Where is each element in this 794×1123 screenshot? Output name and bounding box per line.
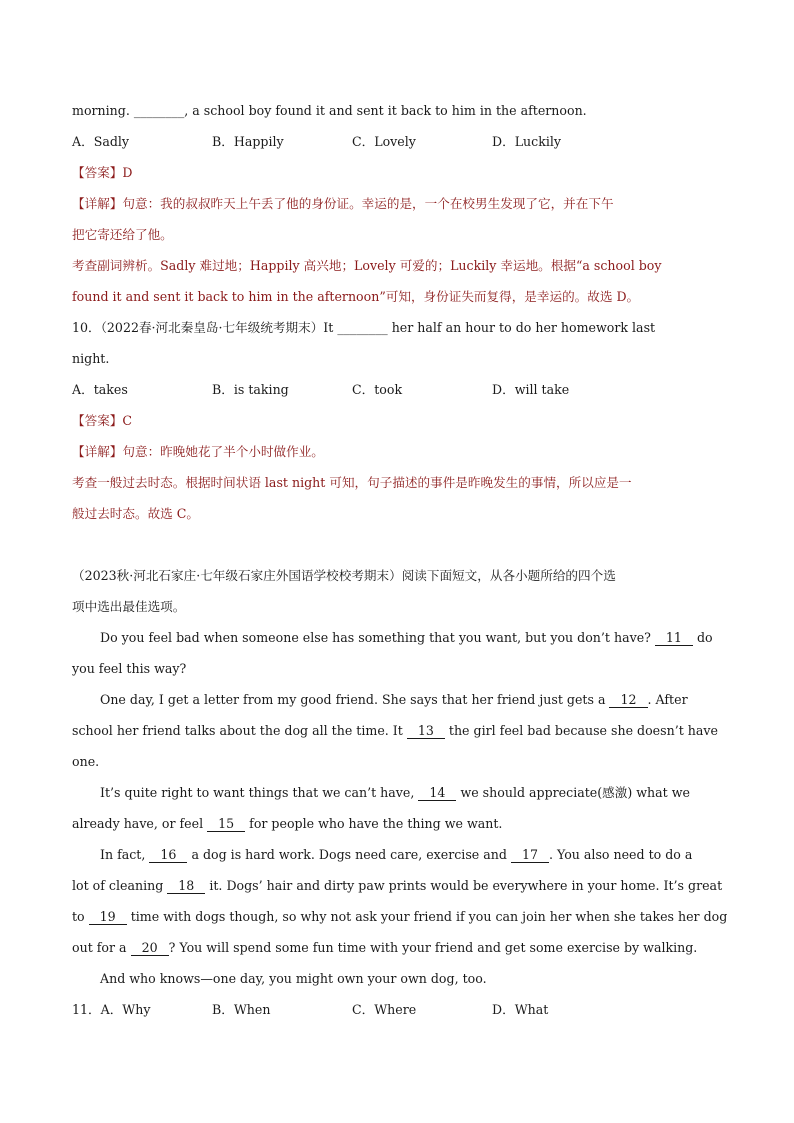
blank-14: 14 (418, 786, 456, 801)
q10-detail-line: 【详解】句意：昨晚她花了半个小时做作业。 (72, 444, 324, 459)
passage-line: lot of cleaning 18 it. Dogs’ hair and dirty paw prints would be everywhere in your home. It’s great (72, 878, 723, 893)
document-page (72, 95, 728, 1025)
passage-intro-cont: 项中选出最佳选项。 (72, 599, 186, 614)
q10-stem: 10．（2022春·河北秦皇岛·七年级统考期末）It ________ her half an hour to do her homework last (72, 320, 656, 335)
q9-option-d: D．Luckily (492, 134, 562, 149)
q11-option-b: B．When (212, 1002, 271, 1017)
passage-line: school her friend talks about the dog all the time. It 13 the girl feel bad because she doesn’t have (72, 723, 718, 738)
passage-line: one. (72, 754, 100, 769)
q9-option-a: A．Sadly (72, 134, 130, 149)
passage-line: It’s quite right to want things that we can’t have, 14 we should appreciate(感激) what we (100, 785, 690, 800)
q9-detail-line: 考查副词辨析。Sadly 难过地；Happily 高兴地；Lovely 可爱的；Luckily 幸运地。根据“a school boy (72, 258, 662, 273)
q9-detail-line: 【详解】句意：我的叔叔昨天上午丢了他的身份证。幸运的是，一个在校男生发现了它，并在下午 (72, 196, 614, 211)
blank-18: 18 (167, 879, 205, 894)
passage-line: In fact, 16 a dog is hard work. Dogs need care, exercise and 17 . You also need to do a (100, 847, 693, 862)
q10-options (72, 374, 676, 405)
q9-stem: morning. ________, a school boy found it and sent it back to him in the afternoon. (72, 103, 587, 118)
q11-option-c: C．Where (352, 1002, 417, 1017)
q10-option-b: B．is taking (212, 382, 289, 397)
passage-line: to 19 time with dogs though, so why not ask your friend if you can join her when she takes her dog (72, 909, 728, 924)
q10-detail-line: 考查一般过去时态。根据时间状语 last night 可知，句子描述的事件是昨晚发生的事情，所以应是一 (72, 475, 632, 490)
blank-12: 12 (609, 693, 647, 708)
passage-line: you feel this way? (72, 661, 187, 676)
q9-options (72, 126, 676, 157)
passage-line: One day, I get a letter from my good friend. She says that her friend just gets a 12 . After (100, 692, 688, 707)
blank-17: 17 (511, 848, 549, 863)
blank-20: 20 (131, 941, 169, 956)
blank-19: 19 (89, 910, 127, 925)
q9-answer: 【答案】D (72, 165, 133, 180)
q9-detail-line: found it and sent it back to him in the afternoon”可知，身份证失而复得，是幸运的。故选 D。 (72, 289, 640, 304)
q11-option-a: 11．A．Why (72, 1002, 151, 1017)
blank-15: 15 (207, 817, 245, 832)
blank-16: 16 (149, 848, 187, 863)
passage-line: already have, or feel 15 for people who have the thing we want. (72, 816, 503, 831)
q9-option-c: C．Lovely (352, 134, 416, 149)
q10-option-d: D．will take (492, 382, 570, 397)
q10-stem-cont: night. (72, 351, 110, 366)
q9-detail-line: 把它寄还给了他。 (72, 227, 173, 242)
q9-option-b: B．Happily (212, 134, 284, 149)
passage-line: And who knows—one day, you might own your own dog, too. (100, 971, 487, 986)
q11-option-d: D．What (492, 1002, 549, 1017)
q11-options (72, 994, 676, 1025)
passage-line: out for a 20 ? You will spend some fun time with your friend and get some exercise by walking. (72, 940, 698, 955)
q10-option-c: C．took (352, 382, 403, 397)
blank-13: 13 (407, 724, 445, 739)
q10-detail-line: 般过去时态。故选 C。 (72, 506, 199, 521)
blank-11: 11 (655, 631, 693, 646)
passage-intro: （2023秋·河北石家庄·七年级石家庄外国语学校校考期末）阅读下面短文，从各小题所给的四个选 (72, 568, 616, 583)
q10-answer: 【答案】C (72, 413, 133, 428)
passage-line: Do you feel bad when someone else has something that you want, but you don’t have? 11 do (100, 630, 713, 645)
q10-option-a: A．takes (72, 382, 128, 397)
